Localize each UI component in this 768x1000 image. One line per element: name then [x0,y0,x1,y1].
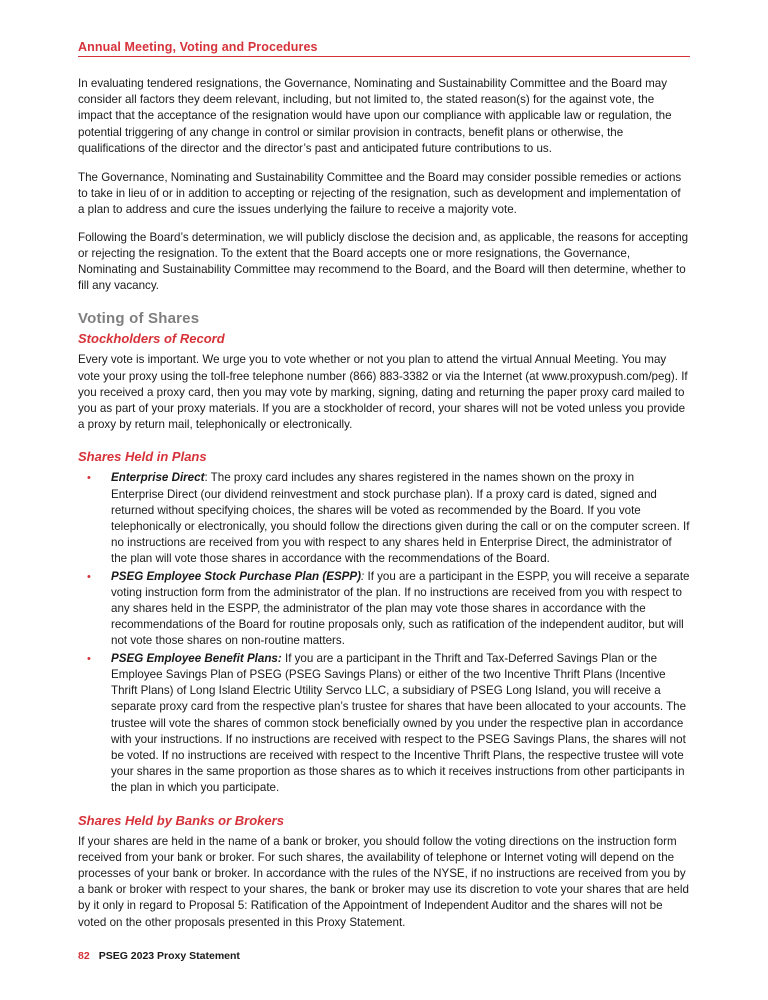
subsection-heading-stockholders-of-record: Stockholders of Record [78,331,225,347]
footer-doc-title: PSEG 2023 Proxy Statement [98,950,240,962]
bullet-text: If you are a participant in the ESPP, you will receive a separate voting instruction form from the administrator of the plan. If no instructions are received from you with respect to any shares held in the ESPP, the administrator of the plan may vote those shares in accordance with the recommendations of the Board for routine proposals only, such as ratification of the independent auditor, but will not vote those shares on non-routine matters. [111,569,690,648]
intro-paragraph: Following the Board’s determination, we will publicly disclose the decision and, as applicable, the reasons for accepting or rejecting the resignation. To the extent that the Board accepts one or more resignations, the Governance, Nominating and Sustainability Committee may recommend to the Board, and the Board will then determine, whether to fill any vacancy. [78,230,689,293]
list-item [78,569,690,650]
list-item [78,651,690,797]
bullet-icon: • [87,472,91,485]
subsection-heading-shares-held-in-plans: Shares Held in Plans [78,449,207,465]
page-footer [78,950,240,962]
intro-paragraph: The Governance, Nominating and Sustainability Committee and the Board may consider possible remedies or actions to take in lieu of or in addition to accepting or rejecting of the resignation, such as development and implementation of a plan to address and cure the issues underlying the failure to receive a majority vote. [78,171,682,217]
intro-paragraph: In evaluating tendered resignations, the Governance, Nominating and Sustainability Committee and the Board may consider all factors they deem relevant, including, but not limited to, the stated reason(s) for the against vote, the impact that the acceptance of the resignation would have upon our compliance with applicable law or regulation, the potential triggering of any change in control or similar provision in contracts, benefit plans or otherwise, the qualifications of the director and the director’s past and anticipated future contributions to us. [78,77,672,155]
bullet-text: The proxy card includes any shares registered in the names shown on the proxy in Enterprise Direct (our dividend reinvestment and stock purchase plan). If a proxy card is dated, signed and returned without specifying choices, the shares will be voted as recommended by the Board. If you vote telephonically or electronically, you should follow the directions given during the call or on the computer screen. If no instructions are received from you with respect to any shares held in Enterprise Direct, the administrator of the plan will vote those shares in accordance with the recommendations of the Board. [111,471,690,566]
bullet-separator: : [361,569,365,583]
page-number: 82 [78,950,90,962]
banks-or-brokers-body: If your shares are held in the name of a bank or broker, you should follow the voting directions on the instruction form received from your bank or broker. For such shares, the availability of telephone or Internet voting will depend on the processes of your bank or broker. In accordance with the rules of the NYSE, if no instructions are received from you by a bank or broker with respect to your shares, the bank or broker may use its discretion to vote your shares that are held by it only in regard to Proposal 5: Ratification of the Appointment of Independent Auditor and the shares will not be voted on the other proposals presented in this Proxy Statement. [78,834,689,929]
bullet-text: If you are a participant in the Thrift and Tax-Deferred Savings Plan or the Employee Savings Plan of PSEG (PSEG Savings Plans) or either of the two Incentive Thrift Plans (Incentive Thrift Plans) of Long Island Electric Utility Servco LLC, a subsidiary of PSEG Long Island, you will receive a separate proxy card from the respective plan’s trustee for shares that have been allocated to your accounts. The trustee will vote the shares of common stock beneficially owned by you under the respective plan in accordance with your instructions. If no instructions are received with respect to the PSEG Savings Plans, the shares will not be voted. If no instructions are received with respect to the Incentive Thrift Plans, the respective trustee will vote your shares in the same proportion as those shares as to which it receives instructions from other participants in the plan in which you participate. [111,651,687,795]
bullet-icon: • [87,570,91,583]
plans-bullet-list [78,470,690,796]
section-title-voting-of-shares: Voting of Shares [78,310,200,328]
bullet-lead: PSEG Employee Stock Purchase Plan (ESPP) [111,569,362,583]
running-header: Annual Meeting, Voting and Procedures [78,40,690,57]
document-page [78,40,690,942]
bullet-separator: : [204,471,208,485]
stockholders-of-record-body: Every vote is important. We urge you to vote whether or not you plan to attend the virtual Annual Meeting. You may vote your proxy using the toll-free telephone number (866) 883-3382 or via the Internet (at www.proxypush.com/peg). If you received a proxy card, then you may vote by marking, signing, dating and returning the paper proxy card mailed to you as part of your proxy materials. If you are a stockholder of record, your shares will not be voted unless you provide a proxy by return mail, telephonically or electronically. [78,353,688,432]
subsection-heading-banks-or-brokers: Shares Held by Banks or Brokers [78,812,284,828]
bullet-lead: PSEG Employee Benefit Plans: [111,651,282,665]
list-item [78,470,690,567]
bullet-icon: • [87,652,91,665]
bullet-lead: Enterprise Direct [111,471,205,485]
